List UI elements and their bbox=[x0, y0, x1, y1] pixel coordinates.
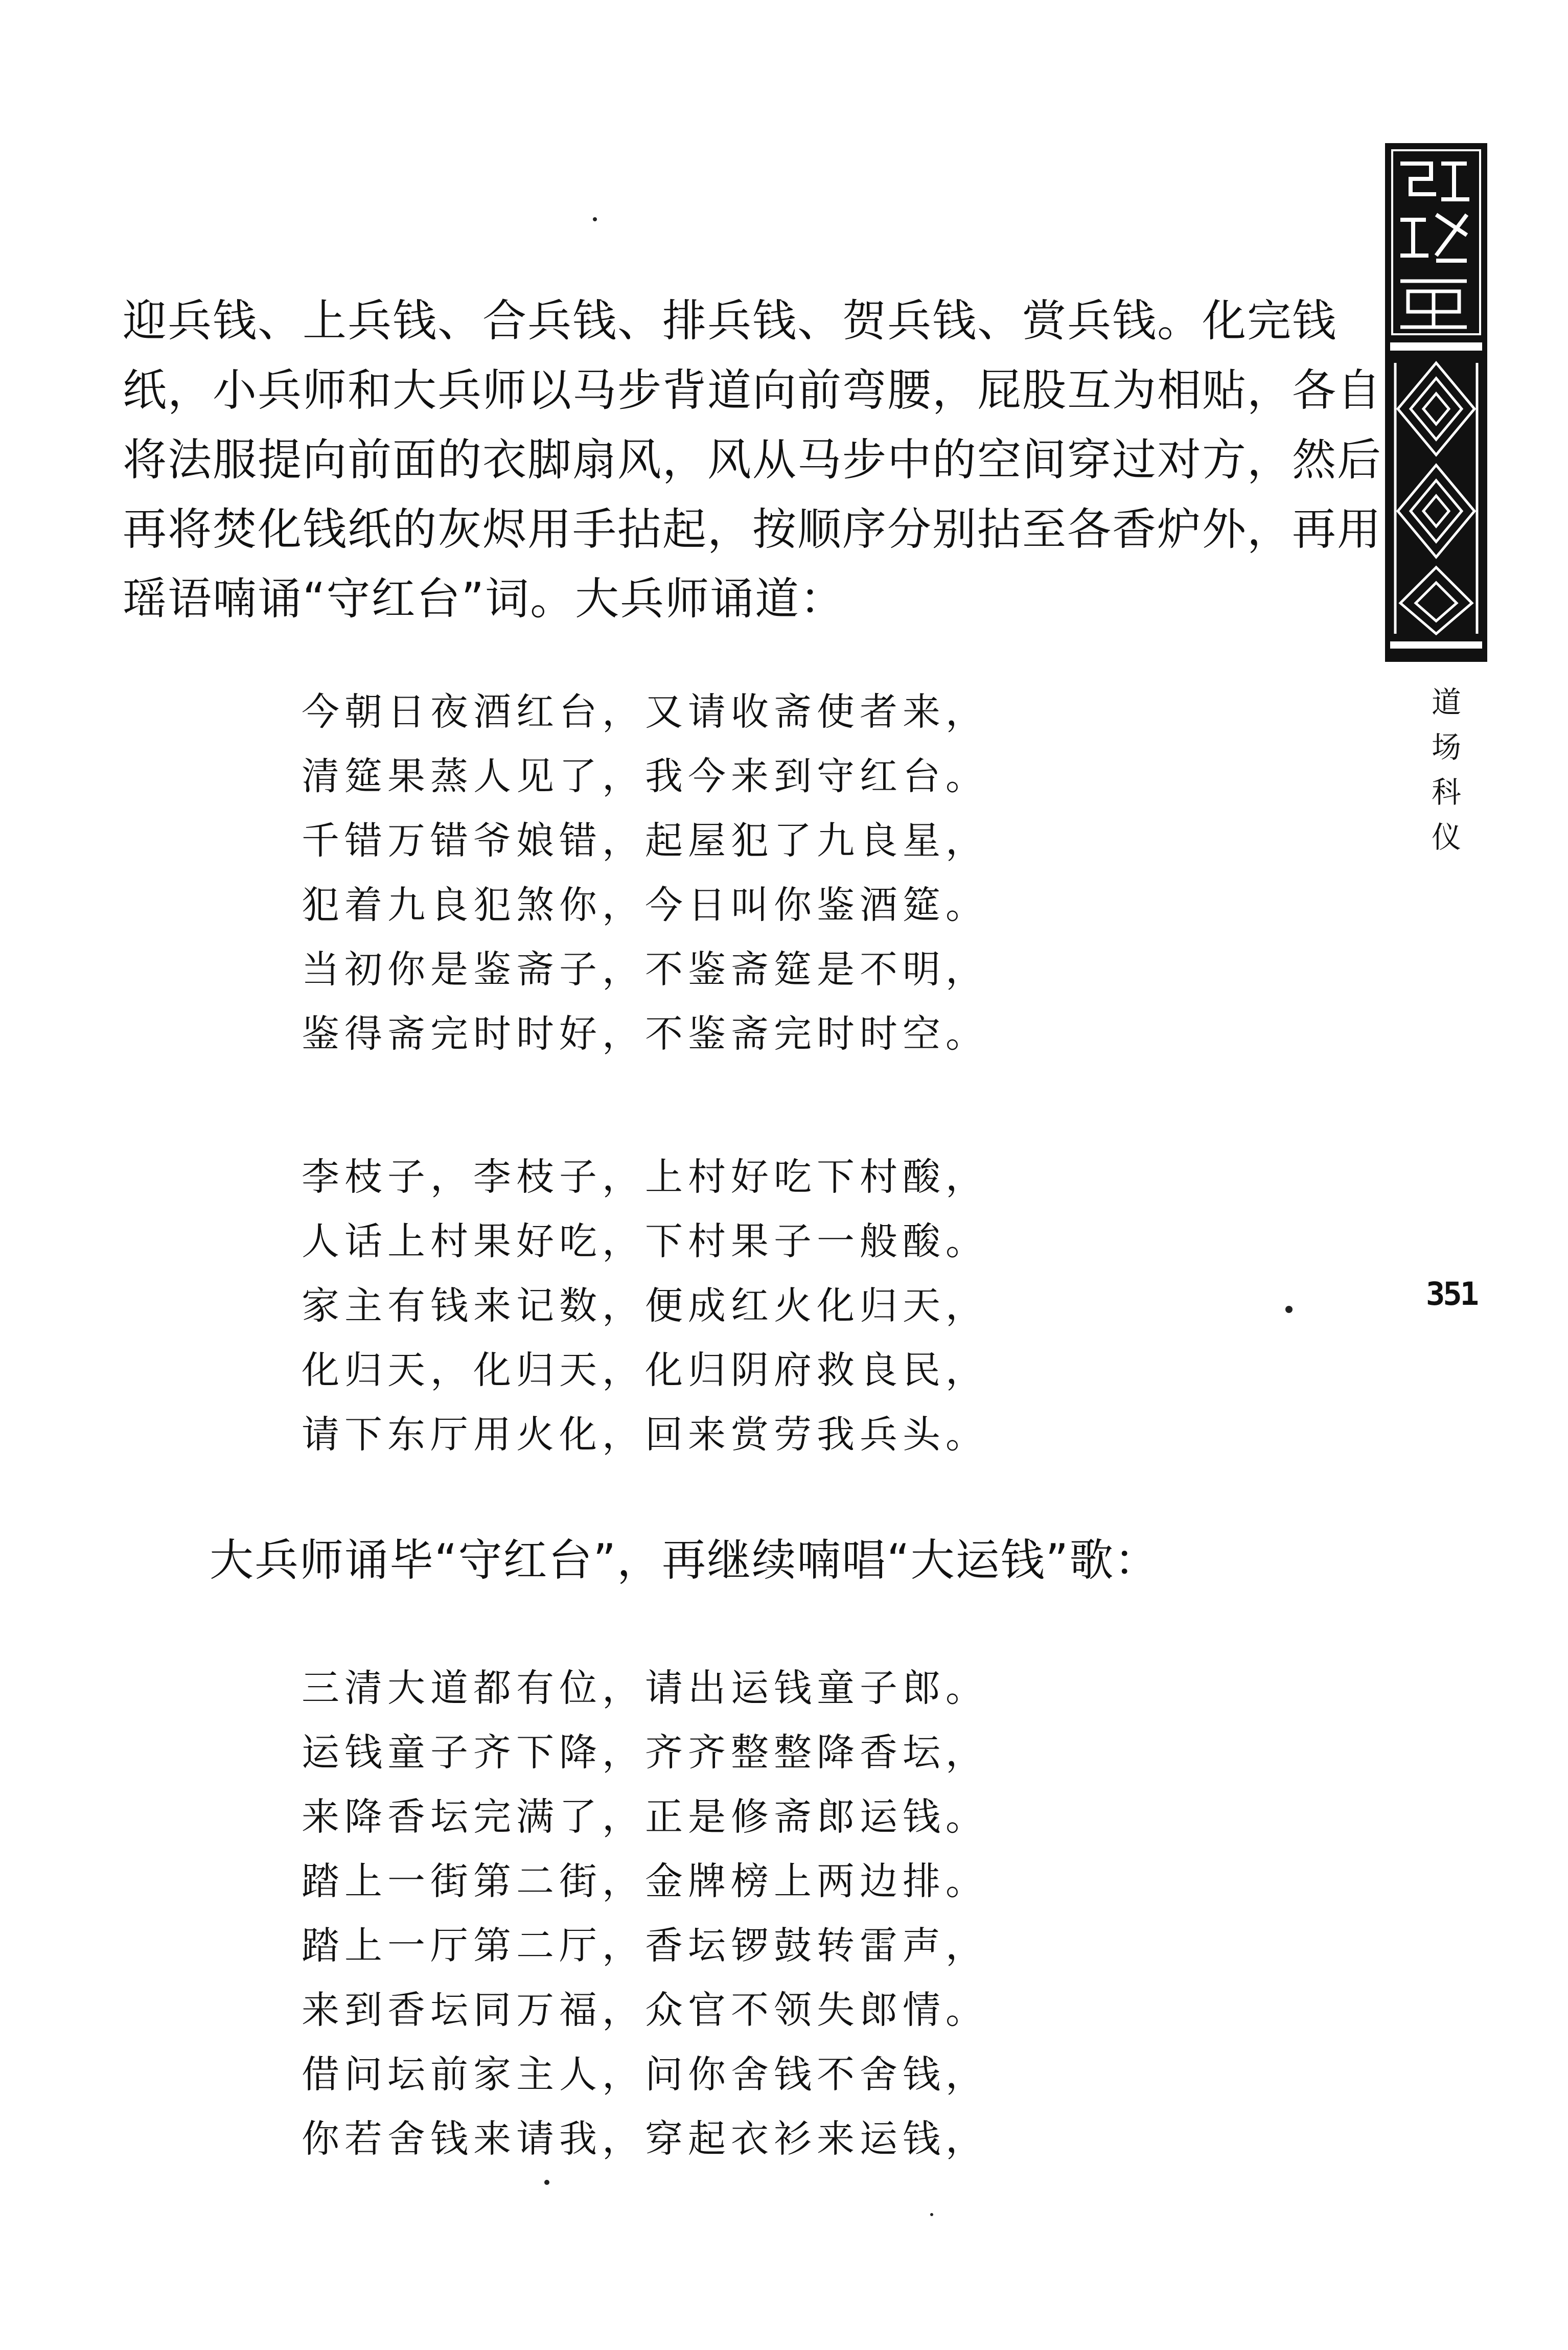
verse-line: 借问坛前家主人，问你舍钱不舍钱， bbox=[302, 2053, 988, 2096]
verse-line: 当初你是鉴斋子，不鉴斋筵是不明， bbox=[302, 948, 988, 992]
verse-line: 人话上村果好吃，下村果子一般酸。 bbox=[302, 1219, 988, 1263]
verse-block-shou-hong-tai bbox=[302, 680, 1170, 1066]
prose-paragraph bbox=[123, 286, 1382, 634]
scan-speck bbox=[1285, 1306, 1293, 1313]
verse-line: 三清大道都有位，请出运钱童子郎。 bbox=[302, 1666, 988, 1710]
verse-block-li-zhi-zi bbox=[302, 1145, 1170, 1467]
brocade-pattern-icon bbox=[1385, 143, 1487, 662]
section-title-char: 科 bbox=[1431, 775, 1461, 810]
section-title-char: 仪 bbox=[1431, 820, 1461, 855]
scan-speck bbox=[544, 2180, 549, 2185]
verse-line: 今朝日夜酒红台，又请收斋使者来， bbox=[302, 690, 988, 734]
intro-line-da-yun-qian: 大兵师诵毕“守红台”，再继续喃唱“大运钱”歌： bbox=[210, 1535, 1160, 1586]
prose-line: 迎兵钱、上兵钱、合兵钱、排兵钱、贺兵钱、赏兵钱。化完钱 bbox=[123, 295, 1337, 347]
verse-line: 来到香坛同万福，众官不领失郎情。 bbox=[302, 1988, 988, 2032]
verse-line: 犯着九良犯煞你，今日叫你鉴酒筵。 bbox=[302, 883, 988, 927]
section-title-char: 场 bbox=[1431, 730, 1461, 765]
running-head-section-title bbox=[1426, 680, 1467, 860]
page-number: 351 bbox=[1426, 1275, 1477, 1312]
margin-ornament bbox=[1385, 143, 1487, 662]
verse-line: 你若舍钱来请我，穿起衣衫来运钱， bbox=[302, 2117, 988, 2161]
verse-line: 踏上一厅第二厅，香坛锣鼓转雷声， bbox=[302, 1924, 988, 1968]
scan-speck bbox=[593, 217, 597, 221]
verse-line: 来降香坛完满了，正是修斋郎运钱。 bbox=[302, 1795, 988, 1839]
prose-line: 纸，小兵师和大兵师以马步背道向前弯腰，屁股互为相贴，各自 bbox=[123, 365, 1382, 416]
verse-line: 鉴得斋完时时好，不鉴斋完时时空。 bbox=[302, 1012, 988, 1056]
section-title-char: 道 bbox=[1431, 685, 1461, 720]
verse-block-da-yun-qian bbox=[302, 1656, 1170, 2171]
verse-line: 家主有钱来记数，便成红火化归天， bbox=[302, 1284, 988, 1328]
verse-line: 请下东厅用火化，回来赏劳我兵头。 bbox=[302, 1413, 988, 1457]
prose-line: 瑶语喃诵“守红台”词。大兵师诵道： bbox=[123, 573, 845, 625]
verse-line: 化归天，化归天，化归阴府救良民， bbox=[302, 1348, 988, 1392]
verse-line: 李枝子，李枝子，上村好吃下村酸， bbox=[302, 1155, 988, 1199]
prose-line: 将法服提向前面的衣脚扇风，风从马步中的空间穿过对方，然后 bbox=[123, 434, 1382, 486]
verse-line: 踏上一街第二街，金牌榜上两边排。 bbox=[302, 1859, 988, 1903]
verse-line: 运钱童子齐下降，齐齐整整降香坛， bbox=[302, 1731, 988, 1775]
prose-line: 再将焚化钱纸的灰烬用手拈起，按顺序分别拈至各香炉外，再用 bbox=[123, 504, 1382, 555]
verse-line: 清筵果蒸人见了，我今来到守红台。 bbox=[302, 754, 988, 798]
scan-speck bbox=[930, 2213, 933, 2216]
verse-line: 千错万错爷娘错，起屋犯了九良星， bbox=[302, 819, 988, 863]
